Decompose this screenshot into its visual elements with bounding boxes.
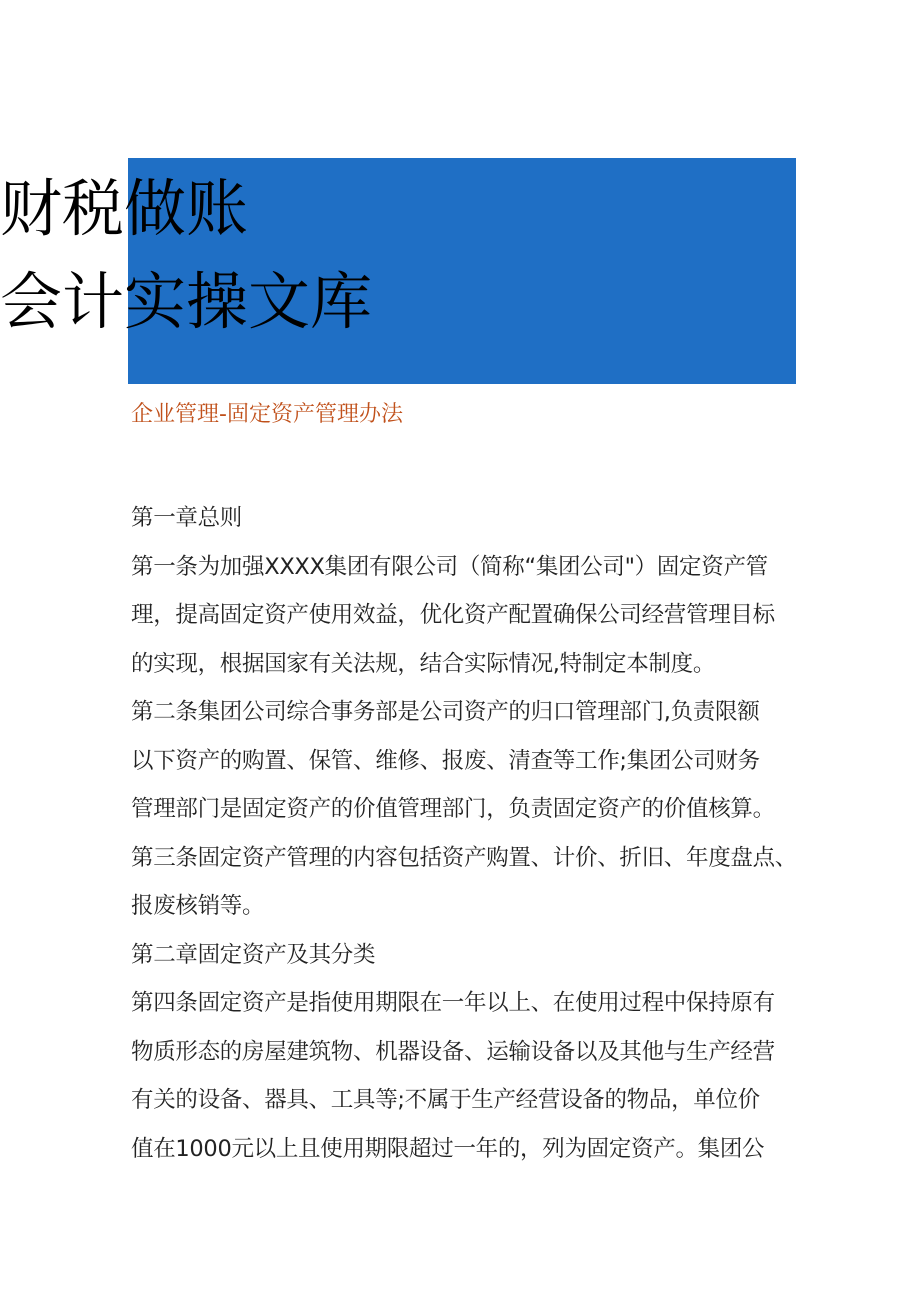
article-4: 第四条固定资产是指使用期限在一年以上、在使用过程中保持原有 物质形态的房屋建筑物、机器设备、运输设备以及其他与生产经营 有关的设备、器具、工具等;不属于生产经营设备的物品，单位价 值在1000元以上且使用期限超过一年的，列为固定资产。集团公 [131, 990, 775, 1162]
article-1: 第一条为加强XXXX集团有限公司（简称“集团公司"）固定资产管 理，提高固定资产使用效益，优化资产配置确保公司经营管理目标 的实现，根据国家有关法规，结合实际情况,特制定本制度。 [131, 553, 775, 677]
banner-title-line-1: 财税做账 [0, 172, 249, 245]
banner-title-line-2: 会计实操文库 [0, 265, 373, 338]
document-body [131, 494, 801, 1173]
chapter-heading-1: 第一章总则 [131, 505, 243, 531]
article-2: 第二条集团公司综合事务部是公司资产的归口管理部门,负责限额 以下资产的购置、保管、维修、报废、清查等工作;集团公司财务 管理部门是固定资产的价值管理部门，负责固定资产的价值核算。 [131, 699, 775, 822]
chapter-heading-2: 第二章固定资产及其分类 [131, 941, 376, 968]
article-3: 第三条固定资产管理的内容包括资产购置、计价、折旧、年度盘点、 报废核销等。 [131, 844, 798, 919]
document-title: 企业管理-固定资产管理办法 [131, 402, 403, 427]
